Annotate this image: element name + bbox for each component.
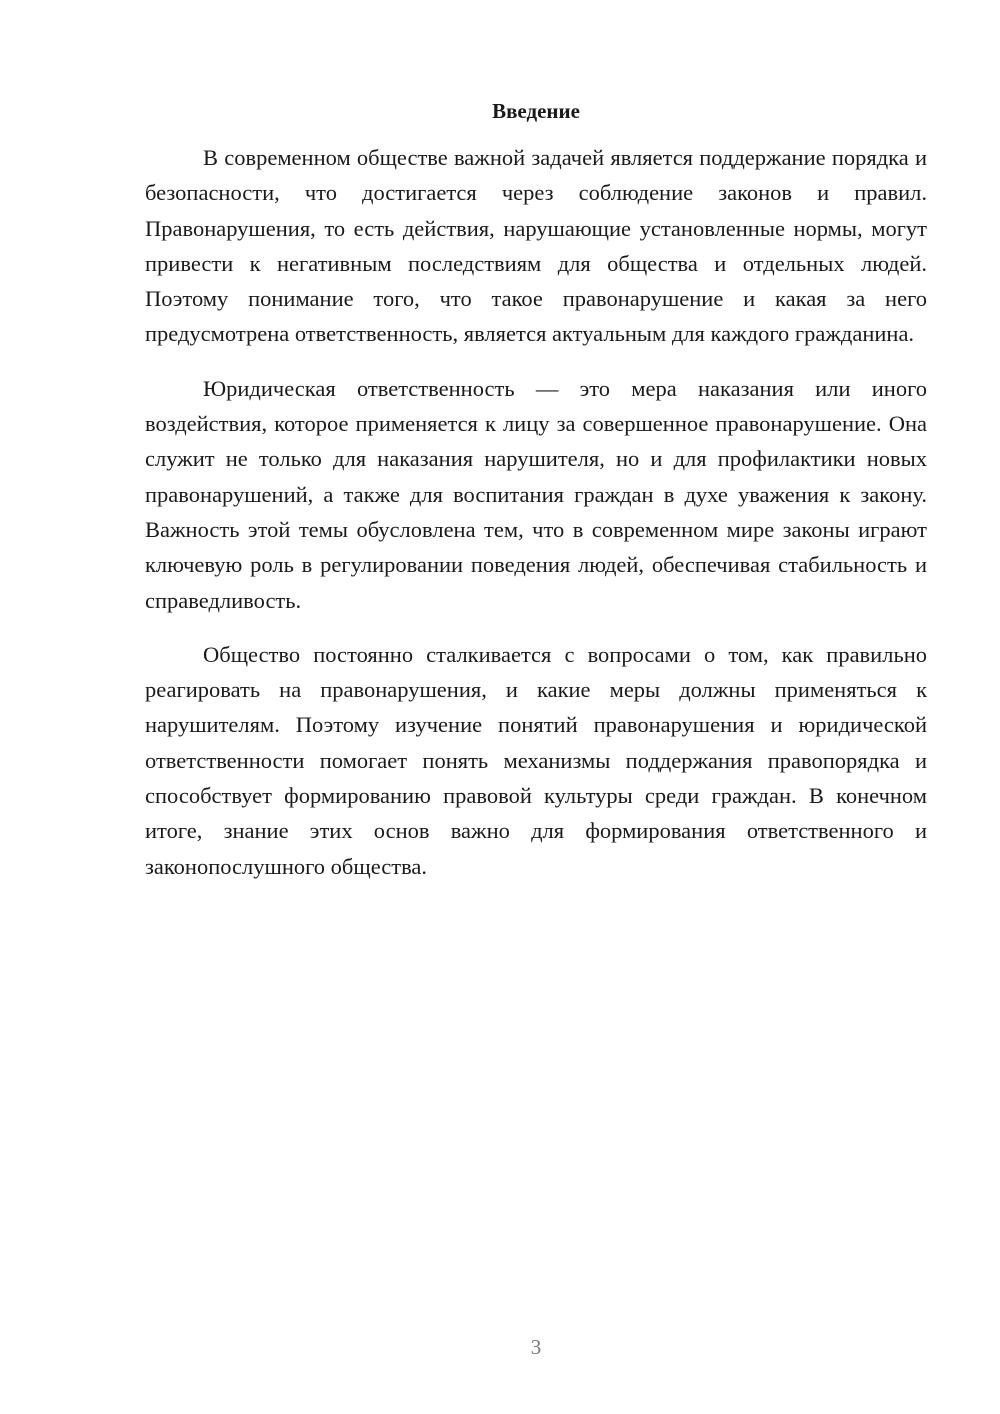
page-number: 3 bbox=[530, 1335, 542, 1359]
section-heading: Введение bbox=[492, 99, 580, 123]
paragraph-2: Юридическая ответственность — это мера наказания или иного воздействия, которое применяется к лицу за совершенное правонарушение. Она служит не только для наказания нарушителя, но и для профилактики новых правонарушений, а также для воспитания граждан в духе уважения к закону. Важность этой темы обусловлена тем, что в современном мире законы играют ключевую роль в регулировании поведения людей, обеспечивая стабильность и справедливость. bbox=[145, 375, 927, 613]
paragraph-1: В современном обществе важной задачей является поддержание порядка и безопасности, что достигается через соблюдение законов и правил. Правонарушения, то есть действия, нарушающие установленные нормы, могут привести к негативным последствиям для общества и отдельных людей. Поэтому понимание того, что такое правонарушение и какая за него предусмотрена ответственность, является актуальным для каждого гражданина. bbox=[145, 145, 927, 347]
paragraph-3: Общество постоянно сталкивается с вопросами о том, как правильно реагировать на правонарушения, и какие меры должны применяться к нарушителям. Поэтому изучение понятий правонарушения и юридической ответственности помогает понять механизмы поддержания правопорядка и способствует формированию правовой культуры среди граждан. В конечном итоге, знание этих основ важно для формирования ответственного и законопослушного общества. bbox=[145, 641, 927, 879]
page-content bbox=[145, 96, 927, 903]
